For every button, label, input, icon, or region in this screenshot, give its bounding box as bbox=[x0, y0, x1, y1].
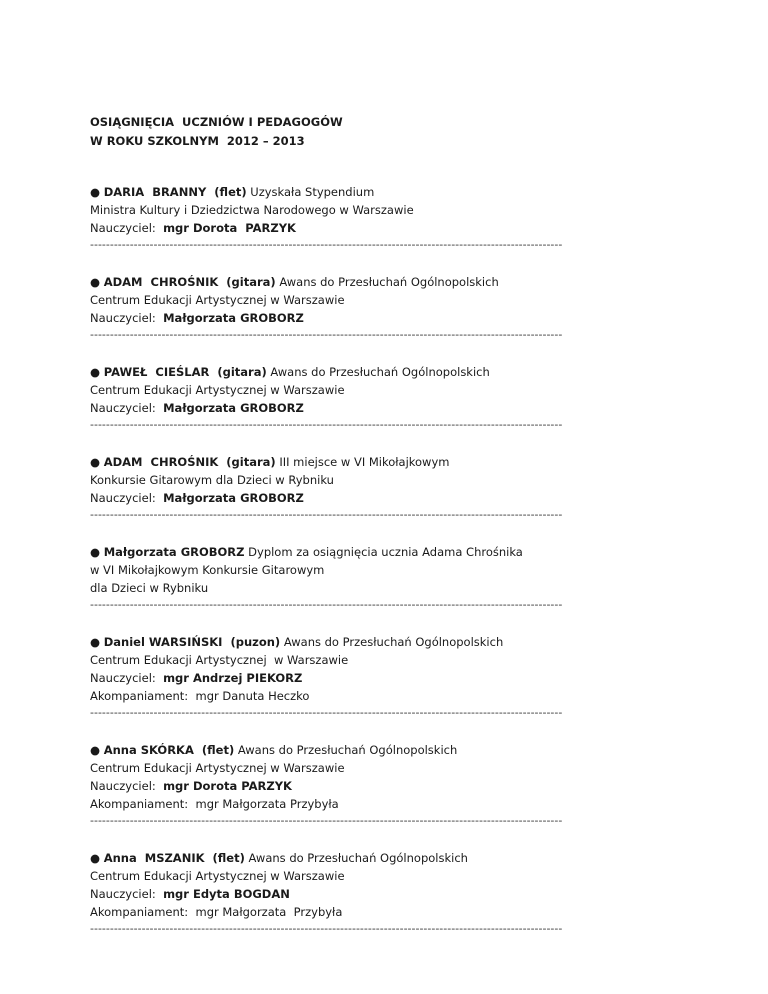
accompanist-name: mgr Małgorzata Przybyła bbox=[195, 797, 339, 811]
entry-name: Daniel WARSIŃSKI (puzon) bbox=[103, 635, 281, 649]
bullet-icon: ● bbox=[90, 365, 101, 379]
entry-separator: ----------------------------------------------------------------------------------------------------------------------- bbox=[90, 814, 563, 827]
entry-separator: ----------------------------------------------------------------------------------------------------------------------- bbox=[90, 238, 563, 251]
achievement-entry bbox=[90, 453, 570, 523]
teacher-name: mgr Edyta BOGDAN bbox=[163, 887, 290, 901]
entry-accompaniment bbox=[90, 687, 570, 705]
entry-detail-line: Centrum Edukacji Artystycznej w Warszawie bbox=[90, 653, 349, 667]
entry-headline bbox=[90, 183, 570, 201]
entry-name: DARIA BRANNY (flet) bbox=[103, 185, 247, 199]
entry-detail-line: Centrum Edukacji Artystycznej w Warszawie bbox=[90, 383, 345, 397]
bullet-icon: ● bbox=[90, 743, 101, 757]
achievement-entry bbox=[90, 183, 570, 253]
teacher-label: Nauczyciel: bbox=[90, 671, 156, 685]
entry-headline bbox=[90, 633, 570, 651]
bullet-icon: ● bbox=[90, 185, 101, 199]
entry-name: Anna SKÓRKA (flet) bbox=[103, 743, 235, 757]
entry-detail-line: Centrum Edukacji Artystycznej w Warszawie bbox=[90, 761, 345, 775]
teacher-label: Nauczyciel: bbox=[90, 887, 156, 901]
heading-line-1: OSIĄGNIĘCIA UCZNIÓW I PEDAGOGÓW bbox=[90, 115, 343, 129]
document-heading bbox=[90, 113, 570, 151]
entry-teacher bbox=[90, 309, 570, 327]
entry-teacher bbox=[90, 885, 570, 903]
entry-award: Uzyskała Stypendium bbox=[250, 185, 375, 199]
entry-headline bbox=[90, 543, 570, 561]
entry-detail-line: dla Dzieci w Rybniku bbox=[90, 581, 209, 595]
achievement-entry bbox=[90, 363, 570, 433]
entry-separator: ----------------------------------------------------------------------------------------------------------------------- bbox=[90, 508, 563, 521]
achievement-entry bbox=[90, 849, 570, 937]
accompanist-name: mgr Małgorzata Przybyła bbox=[195, 905, 343, 919]
entry-headline bbox=[90, 273, 570, 291]
entry-accompaniment bbox=[90, 903, 570, 921]
achievement-entry bbox=[90, 543, 570, 613]
entry-award: III miejsce w VI Mikołajkowym bbox=[279, 455, 450, 469]
entry-headline bbox=[90, 363, 570, 381]
entry-teacher bbox=[90, 399, 570, 417]
entry-separator: ----------------------------------------------------------------------------------------------------------------------- bbox=[90, 706, 563, 719]
entry-separator: ----------------------------------------------------------------------------------------------------------------------- bbox=[90, 328, 563, 341]
accompaniment-label: Akompaniament: bbox=[90, 797, 189, 811]
teacher-label: Nauczyciel: bbox=[90, 779, 156, 793]
achievement-entry bbox=[90, 633, 570, 721]
entry-detail-line: Centrum Edukacji Artystycznej w Warszawie bbox=[90, 869, 345, 883]
entry-award: Awans do Przesłuchań Ogólnopolskich bbox=[237, 743, 458, 757]
document-page bbox=[90, 113, 570, 937]
entry-award: Dyplom za osiągnięcia ucznia Adama Chrośnika bbox=[248, 545, 523, 559]
heading-line-2: W ROKU SZKOLNYM 2012 – 2013 bbox=[90, 134, 305, 148]
teacher-name: mgr Dorota PARZYK bbox=[163, 221, 296, 235]
bullet-icon: ● bbox=[90, 455, 101, 469]
entry-detail-line: Ministra Kultury i Dziedzictwa Narodowego w Warszawie bbox=[90, 203, 414, 217]
entry-headline bbox=[90, 849, 570, 867]
achievement-entry bbox=[90, 273, 570, 343]
entry-teacher bbox=[90, 489, 570, 507]
entry-detail-line: w VI Mikołajkowym Konkursie Gitarowym bbox=[90, 563, 325, 577]
achievement-entry bbox=[90, 741, 570, 829]
entry-detail-line: Konkursie Gitarowym dla Dzieci w Rybniku bbox=[90, 473, 334, 487]
entry-separator: ----------------------------------------------------------------------------------------------------------------------- bbox=[90, 598, 563, 611]
achievements-list bbox=[90, 183, 570, 937]
bullet-icon: ● bbox=[90, 635, 101, 649]
entry-name: Anna MSZANIK (flet) bbox=[103, 851, 245, 865]
accompanist-name: mgr Danuta Heczko bbox=[195, 689, 310, 703]
entry-teacher bbox=[90, 219, 570, 237]
teacher-name: mgr Andrzej PIEKORZ bbox=[163, 671, 303, 685]
teacher-name: Małgorzata GROBORZ bbox=[163, 401, 304, 415]
teacher-name: Małgorzata GROBORZ bbox=[163, 311, 304, 325]
entry-award: Awans do Przesłuchań Ogólnopolskich bbox=[279, 275, 499, 289]
entry-name: ADAM CHROŚNIK (gitara) bbox=[103, 455, 276, 469]
entry-award: Awans do Przesłuchań Ogólnopolskich bbox=[248, 851, 468, 865]
teacher-label: Nauczyciel: bbox=[90, 221, 156, 235]
entry-name: PAWEŁ CIEŚLAR (gitara) bbox=[103, 365, 267, 379]
teacher-label: Nauczyciel: bbox=[90, 401, 156, 415]
entry-teacher bbox=[90, 669, 570, 687]
entry-name: ADAM CHROŚNIK (gitara) bbox=[103, 275, 276, 289]
teacher-name: Małgorzata GROBORZ bbox=[163, 491, 304, 505]
entry-separator: ----------------------------------------------------------------------------------------------------------------------- bbox=[90, 418, 563, 431]
entry-detail-line: Centrum Edukacji Artystycznej w Warszawie bbox=[90, 293, 345, 307]
entry-award: Awans do Przesłuchań Ogólnopolskich bbox=[270, 365, 490, 379]
bullet-icon: ● bbox=[90, 275, 101, 289]
entry-accompaniment bbox=[90, 795, 570, 813]
teacher-label: Nauczyciel: bbox=[90, 311, 156, 325]
accompaniment-label: Akompaniament: bbox=[90, 905, 189, 919]
bullet-icon: ● bbox=[90, 545, 101, 559]
bullet-icon: ● bbox=[90, 851, 101, 865]
accompaniment-label: Akompaniament: bbox=[90, 689, 189, 703]
teacher-name: mgr Dorota PARZYK bbox=[163, 779, 292, 793]
entry-separator: ----------------------------------------------------------------------------------------------------------------------- bbox=[90, 922, 563, 935]
entry-name: Małgorzata GROBORZ bbox=[103, 545, 245, 559]
entry-headline bbox=[90, 741, 570, 759]
entry-award: Awans do Przesłuchań Ogólnopolskich bbox=[283, 635, 504, 649]
entry-teacher bbox=[90, 777, 570, 795]
teacher-label: Nauczyciel: bbox=[90, 491, 156, 505]
entry-headline bbox=[90, 453, 570, 471]
